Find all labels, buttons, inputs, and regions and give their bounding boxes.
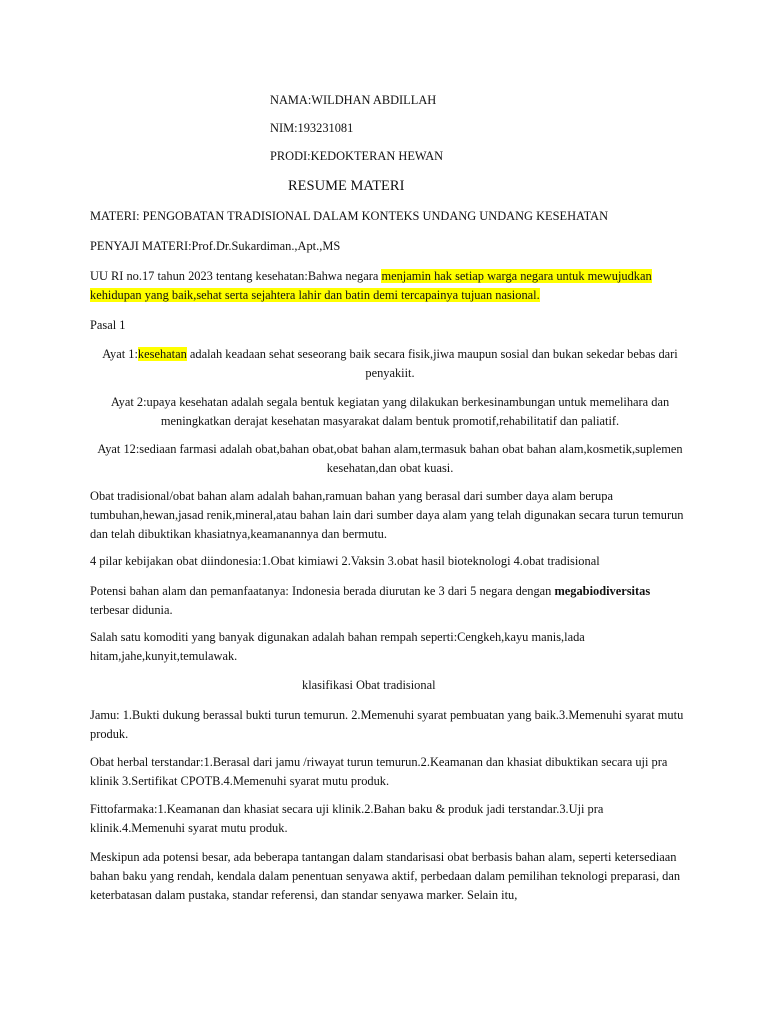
materi-line: MATERI: PENGOBATAN TRADISIONAL DALAM KONTEKS UNDANG UNDANG KESEHATAN [90, 209, 609, 223]
uu-paragraph [90, 267, 690, 305]
jamu-paragraph: Jamu: 1.Bukti dukung berassal bukti turun temurun. 2.Memenuhi syarat pembuatan yang baik.3.Memenuhi syarat mutu produk. [90, 708, 684, 741]
student-prodi: PRODI:KEDOKTERAN HEWAN [270, 149, 444, 163]
potensi-text-end: terbesar didunia. [90, 603, 173, 617]
obat-tradisional-paragraph: Obat tradisional/obat bahan alam adalah bahan,ramuan bahan yang berasal dari sumber daya alam berupa tumbuhan,hewan,jasad renik,mineral,atau bahan lain dari sumber daya alam yang telah digunakan secara turun temurun dan telah dibuktikan khasiatnya,keamanannya dan bermutu. [90, 489, 684, 541]
ayat1-highlight: kesehatan [137, 347, 187, 361]
oht-paragraph: Obat herbal terstandar:1.Berasal dari jamu /riwayat turun temurun.2.Keamanan dan khasiat dibuktikan secara uji pra klinik 3.Sertifikat CPOTB.4.Memenuhi syarat mutu produk. [90, 755, 668, 788]
fito-paragraph: Fittofarmaka:1.Keamanan dan khasiat secara uji klinik.2.Bahan baku & produk jadi terstandar.3.Uji pra klinik.4.Memenuhi syarat mutu produk. [90, 802, 604, 835]
klasifikasi-title: klasifikasi Obat tradisional [302, 678, 436, 692]
potensi-paragraph [90, 582, 690, 620]
student-name: NAMA:WILDHAN ABDILLAH [270, 93, 437, 107]
ayat1-label: Ayat 1: [102, 347, 138, 361]
komoditi-paragraph: Salah satu komoditi yang banyak digunakan adalah bahan rempah seperti:Cengkeh,kayu manis,lada hitam,jahe,kunyit,temulawak. [90, 630, 585, 663]
meskipun-paragraph: Meskipun ada potensi besar, ada beberapa tantangan dalam standarisasi obat berbasis bahan alam, seperti ketersediaan bahan baku yang rendah, kendala dalam penentuan senyawa aktif, perbedaan dalam pemilihan teknologi preparasi, dan keterbatasan dalam pustaka, standar referensi, dan standar senyawa marker. Selain itu, [90, 850, 681, 902]
ayat12-paragraph: Ayat 12:sediaan farmasi adalah obat,bahan obat,obat bahan alam,termasuk bahan obat bahan alam,kosmetik,suplemen kesehatan,dan obat kuasi. [97, 442, 683, 475]
pasal-heading: Pasal 1 [90, 318, 126, 332]
ayat2-paragraph: Ayat 2:upaya kesehatan adalah segala bentuk kegiatan yang dilakukan berkesinambungan untuk memelihara dan meningkatkan derajat kesehatan masyarakat dalam bentuk promotif,rehabilitatif dan paliatif. [110, 395, 670, 428]
penyaji-line: PENYAJI MATERI:Prof.Dr.Sukardiman.,Apt.,MS [90, 239, 341, 253]
uu-text: UU RI no.17 tahun 2023 tentang kesehatan:Bahwa negara [90, 269, 382, 283]
student-nim: NIM:193231081 [270, 121, 354, 135]
potensi-text: Potensi bahan alam dan pemanfaatanya: Indonesia berada diurutan ke 3 dari 5 negara dengan [90, 584, 555, 598]
uu-highlight: menjamin hak setiap warga negara untuk mewujudkan kehidupan yang baik,sehat serta sejahtera lahir dan batin demi tercapainya tujuan nasional. [90, 269, 652, 302]
ayat1-text: adalah keadaan sehat seseorang baik secara fisik,jiwa maupun sosial dan bukan sekedar bebas dari penyakiit. [186, 347, 678, 380]
potensi-bold: megabiodiversitas [554, 584, 651, 598]
document-title: RESUME MATERI [288, 178, 405, 194]
pilar-line: 4 pilar kebijakan obat diindonesia:1.Obat kimiawi 2.Vaksin 3.obat hasil bioteknologi 4.obat tradisional [90, 554, 600, 568]
ayat1-paragraph [90, 345, 690, 383]
